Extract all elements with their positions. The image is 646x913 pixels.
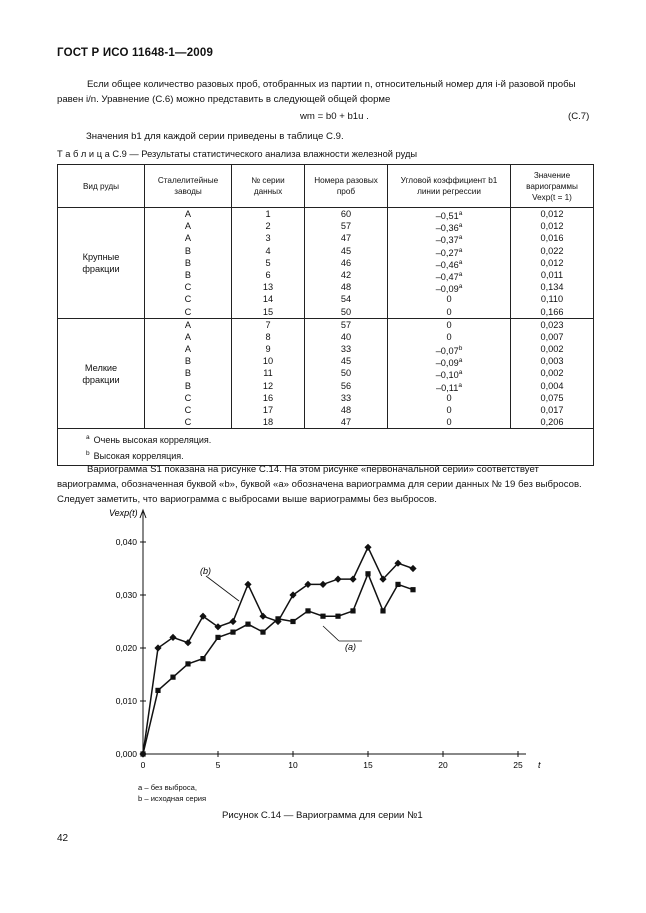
data-point: [230, 630, 235, 635]
table-notes: [58, 429, 594, 466]
footnote-mark: a: [458, 369, 463, 377]
table-value: 0,003: [540, 356, 564, 367]
table-value: 0,022: [540, 245, 564, 256]
y-axis-label: Vexp(t): [109, 508, 138, 518]
table-value: 57: [340, 319, 352, 330]
data-point: [290, 619, 295, 624]
paragraph-3: Вариограмма S1 показана на рисунке С.14. На этом рисунке «первоначальной серии» соответствует вариограмма, обозначенная буквой «b», буквой «a» обозначена вариограмма для серии данных № 19 без выбросов. Следует заметить, что вариограмма с выбросами выше вариограммы без выбросов.: [57, 464, 582, 505]
table-value: –0,09$^a$: [435, 357, 463, 369]
table-value: 10: [262, 356, 274, 367]
table-value: С: [184, 405, 192, 415]
table-group-row: [58, 318, 594, 429]
table-value: 4: [265, 245, 271, 256]
table-cell-plants: [145, 318, 232, 429]
table-value: 13: [262, 282, 274, 293]
table-value: 47: [340, 417, 352, 428]
table-value: В: [184, 380, 192, 391]
table-value: 0,206: [540, 417, 564, 428]
x-tick-label: 25: [513, 760, 523, 770]
x-tick-label: 5: [215, 760, 221, 770]
table-value: 48: [340, 405, 352, 415]
footnote-mark: a: [458, 258, 463, 266]
table-value: 0,110: [540, 294, 564, 305]
series-line-b: [143, 547, 413, 754]
footnote-mark: a: [458, 283, 463, 291]
ore-type-label: Крупные фракции: [82, 251, 120, 274]
table-value: В: [184, 269, 192, 280]
data-point: [380, 608, 385, 613]
col-header: Номера разовых проб: [305, 165, 388, 208]
table-value: 48: [340, 282, 352, 293]
table-value: 0: [446, 306, 452, 317]
table-value: А: [184, 331, 192, 342]
table-value: 50: [340, 368, 352, 379]
table-value: В: [184, 368, 192, 379]
table-value: А: [184, 233, 192, 244]
data-point: [259, 613, 266, 620]
data-point: [155, 688, 160, 693]
variogram-chart: [90, 500, 560, 782]
y-tick-label: 0,010: [115, 696, 137, 706]
table-cell-samples: [305, 318, 388, 429]
data-point: [229, 618, 236, 625]
table-value: 16: [262, 392, 274, 403]
table-cell-series: [232, 318, 305, 429]
table-value: С: [184, 417, 192, 428]
table-value: С: [184, 294, 192, 305]
table-value: 42: [340, 269, 352, 280]
table-cell-slopes: [388, 318, 511, 429]
data-point: [185, 661, 190, 666]
col-header: Угловой коэффициент b1 линии регрессии: [388, 165, 511, 208]
table-value: 2: [265, 221, 271, 232]
data-point: [275, 616, 280, 621]
table-value: 0,011: [540, 269, 564, 280]
data-point: [409, 565, 416, 572]
table-value: 47: [340, 233, 352, 244]
x-tick-label: 15: [363, 760, 373, 770]
table-value: –0,46$^a$: [435, 258, 463, 270]
table-value: 0,007: [540, 331, 564, 342]
table-value: 0,075: [540, 392, 564, 403]
table-value: С: [184, 392, 192, 403]
footnote-mark: a: [458, 270, 463, 278]
footnote-mark: a: [458, 234, 463, 242]
page-number: 42: [57, 833, 69, 844]
table-value: –0,51$^a$: [435, 210, 463, 222]
data-point: [364, 544, 371, 551]
table-value: С: [184, 282, 192, 293]
footnote-mark: a: [458, 381, 462, 389]
table-value: 46: [340, 257, 352, 268]
table-value: 0,012: [540, 209, 564, 219]
table-value: 54: [340, 294, 352, 305]
legend-item: a – без выброса,: [138, 783, 198, 792]
data-point: [365, 571, 370, 576]
table-value: –0,10$^a$: [435, 369, 463, 381]
table-value: 15: [262, 306, 274, 317]
x-tick-label: 20: [438, 760, 448, 770]
table-value: 12: [262, 380, 274, 391]
data-point: [170, 675, 175, 680]
table-value: 0,002: [540, 344, 564, 355]
table-value: –0,07$^b$: [435, 345, 463, 357]
equation-number: (С.7): [568, 111, 590, 122]
data-point: [349, 576, 356, 583]
legend-item: b – исходная серия: [138, 794, 207, 803]
table-value: 7: [265, 319, 271, 330]
table-value: –0,47$^a$: [435, 270, 463, 282]
data-point: [305, 608, 310, 613]
table-header-row: [58, 165, 594, 208]
data-point: [350, 608, 355, 613]
ore-type-cell: [58, 318, 145, 429]
table-value: А: [184, 344, 192, 355]
footnote-mark: a: [458, 357, 463, 365]
data-point: [200, 656, 205, 661]
footnote-mark: b: [458, 345, 463, 353]
table-cell-variograms: [511, 318, 594, 429]
results-table: [57, 164, 594, 466]
figure-caption: Рисунок С.14 — Вариограмма для серии №1: [222, 810, 423, 821]
table-value: 0,166: [540, 306, 564, 317]
data-point: [245, 622, 250, 627]
table-value: 40: [340, 331, 352, 342]
series-label-a: (a): [345, 642, 356, 652]
table-cell-series: [232, 208, 305, 319]
table-cell-variograms: [511, 208, 594, 319]
paragraph-2: Значения b1 для каждой серии приведены в таблице С.9.: [86, 131, 344, 142]
x-axis-label: t: [538, 760, 541, 770]
table-value: –0,27$^a$: [435, 246, 463, 258]
table-value: 60: [340, 209, 352, 219]
table-cell-plants: [145, 208, 232, 319]
footnote-mark: a: [458, 210, 463, 217]
table-value: 6: [265, 269, 271, 280]
col-header: Вид руды: [58, 165, 145, 208]
table-value: А: [184, 319, 192, 330]
data-point: [184, 639, 191, 646]
table-value: 33: [340, 392, 352, 403]
table-value: 0: [446, 331, 452, 342]
table-value: 9: [265, 344, 271, 355]
ore-type-cell: [58, 208, 145, 319]
table-value: 0: [446, 392, 452, 403]
table-value: 18: [262, 417, 274, 428]
table-value: 17: [262, 405, 274, 415]
paragraph-1: Если общее количество разовых проб, отобранных из партии n, относительный номер для i-й разовой пробы равен i/n. Уравнение (С.6) можно представить в следующей общей форме: [57, 79, 576, 105]
col-header: Значение вариограммы Vexp(t = 1): [511, 165, 594, 208]
y-tick-label: 0,020: [115, 643, 137, 653]
table-value: 0,004: [540, 380, 564, 391]
table-value: 8: [265, 331, 271, 342]
data-point: [244, 581, 251, 588]
chart-legend: [138, 782, 206, 804]
table-value: В: [184, 257, 192, 268]
table-cell-slopes: [388, 208, 511, 319]
table-value: 5: [265, 257, 271, 268]
table-note: $^b$ Высокая корреляция.: [86, 450, 184, 462]
data-point: [334, 576, 341, 583]
y-tick-label: 0,000: [115, 749, 137, 759]
footnote-mark: a: [458, 222, 463, 230]
data-point: [320, 614, 325, 619]
col-header: № серии данных: [232, 165, 305, 208]
table-value: 45: [340, 356, 352, 367]
y-tick-label: 0,040: [115, 537, 137, 547]
table-value: 14: [262, 294, 274, 305]
footnote-mark: a: [458, 246, 463, 254]
ore-type-label: Мелкие фракции: [82, 362, 120, 385]
x-tick-label: 10: [288, 760, 298, 770]
table-value: –0,37$^a$: [435, 234, 463, 246]
table-value: 45: [340, 245, 352, 256]
table-value: 0: [446, 294, 452, 305]
table-value: 0,023: [540, 319, 564, 330]
table-value: В: [184, 356, 192, 367]
series-line-a: [143, 574, 413, 754]
table-value: 3: [265, 233, 271, 244]
col-header: Сталелитейные заводы: [145, 165, 232, 208]
x-tick-label: 0: [140, 760, 146, 770]
data-point: [335, 614, 340, 619]
data-point: [395, 582, 400, 587]
table-value: 11: [263, 368, 273, 379]
formula: wm = b0 + b1u .: [300, 111, 369, 122]
table-note: $^a$ Очень высокая корреляция.: [86, 434, 212, 446]
table-value: 57: [340, 221, 352, 232]
series-label-b: (b): [200, 566, 211, 576]
table-value: 0,016: [540, 233, 564, 244]
table-value: 0,012: [540, 221, 564, 232]
table-value: А: [184, 209, 192, 219]
table-value: 0,002: [540, 368, 564, 379]
page-header: ГОСТ Р ИСО 11648-1—2009: [57, 47, 214, 59]
table-value: 0,134: [540, 282, 564, 293]
table-value: 33: [340, 344, 352, 355]
table-cell-samples: [305, 208, 388, 319]
table-value: 50: [340, 306, 352, 317]
table-value: 0: [446, 417, 452, 428]
data-point: [410, 587, 415, 592]
data-point: [260, 630, 265, 635]
table-value: 0,012: [540, 257, 564, 268]
table-value: А: [184, 221, 192, 232]
table-value: 1: [265, 209, 271, 219]
y-tick-label: 0,030: [115, 590, 137, 600]
table-value: В: [184, 245, 192, 256]
table-value: 0: [446, 405, 452, 415]
table-value: 56: [340, 380, 352, 391]
table-group-row: [58, 208, 594, 319]
table-value: 0: [446, 319, 452, 330]
data-point: [215, 635, 220, 640]
table-caption: Т а б л и ц а С.9 — Результаты статистического анализа влажности железной руды: [57, 149, 418, 159]
data-point: [140, 751, 145, 756]
table-value: 0,017: [540, 405, 564, 415]
table-value: –0,11$^a$: [436, 381, 462, 393]
data-point: [319, 581, 326, 588]
table-value: –0,09$^a$: [435, 283, 463, 295]
table-value: С: [184, 306, 192, 317]
table-value: –0,36$^a$: [435, 222, 463, 234]
